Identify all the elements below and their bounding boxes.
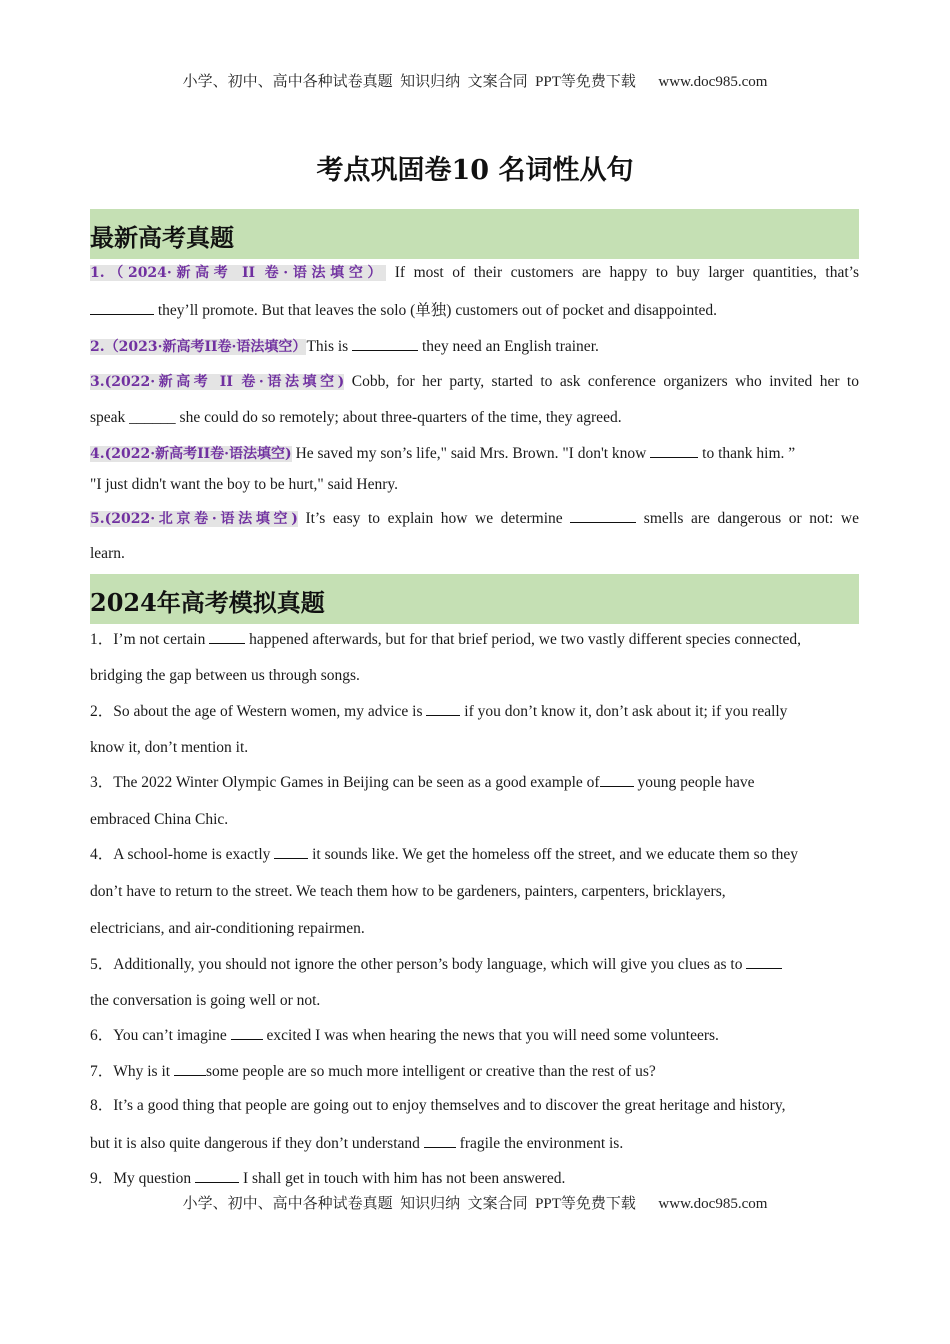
question-3-line-1: 3.(2022·新高考 II 卷·语法填空) Cobb, for her party, started to ask conference organizers who invited her to [90, 373, 859, 390]
answer-blank[interactable] [352, 336, 418, 351]
question-source: 3.(2022·新高考 II 卷·语法填空) [90, 374, 345, 390]
page-title: 考点巩固卷10 名词性从句 [316, 155, 634, 186]
mock-question-4-line-1: 4．A school-home is exactly it sounds like. We get the homeless off the street, and we educate them so they [90, 846, 798, 863]
mock-question-6: 6．You can’t imagine excited I was when hearing the news that you will need some volunteers. [90, 1027, 719, 1044]
answer-blank[interactable] [195, 1168, 239, 1183]
answer-blank[interactable] [90, 300, 154, 315]
question-1-line-1: 1.（2024·新高考 II 卷·语法填空） If most of their customers are happy to buy larger quantities, that’s [90, 264, 859, 281]
question-source: 5.(2022·北京卷·语法填空) [90, 511, 298, 527]
mock-question-1-line-1: 1．I’m not certain happened afterwards, but for that brief period, we two vastly different species connected, [90, 631, 802, 648]
answer-blank[interactable] [650, 443, 698, 458]
question-source: 4.(2022·新高考II卷·语法填空) [90, 446, 292, 462]
mock-question-8-line-2: but it is also quite dangerous if they don’t understand fragile the environment is. [90, 1135, 624, 1152]
question-source: 1.（2024·新高考 II 卷·语法填空） [90, 265, 387, 281]
question-1-line-2: they’ll promote. But that leaves the solo (单独) customers out of pocket and disappointed. [90, 300, 859, 321]
question-5-line-2: learn. [90, 545, 125, 562]
answer-blank[interactable] [209, 629, 245, 644]
answer-blank[interactable] [424, 1133, 456, 1148]
mock-question-5-line-2: the conversation is going well or not. [90, 992, 321, 1009]
mock-question-7: 7．Why is it some people are so much more intelligent or creative than the rest of us? [90, 1063, 656, 1080]
answer-blank[interactable] [426, 701, 460, 716]
mock-question-2-line-1: 2．So about the age of Western women, my advice is if you don’t know it, don’t ask about it; if you really [90, 703, 788, 720]
question-3-line-2: speak ______ she could do so remotely; about three-quarters of the time, they agreed. [90, 409, 622, 426]
question-4-line-1: 4.(2022·新高考II卷·语法填空) He saved my son’s life," said Mrs. Brown. "I don't know to thank him. ” [90, 445, 796, 462]
page-header: 小学、初中、高中各种试卷真题 知识归纳 文案合同 PPT等免费下载 www.doc985.com [182, 74, 768, 90]
mock-question-1-line-2: bridging the gap between us through songs. [90, 667, 360, 684]
question-4-line-2: "I just didn't want the boy to be hurt," said Henry. [90, 476, 399, 493]
answer-blank[interactable] [174, 1061, 206, 1076]
mock-question-9: 9．My question I shall get in touch with him has not been answered. [90, 1170, 566, 1187]
section-heading: 2024年高考模拟真题 [90, 588, 325, 617]
section-heading: 最新高考真题 [90, 223, 234, 252]
section-heading-band [90, 574, 859, 624]
mock-question-2-line-2: know it, don’t mention it. [90, 739, 249, 756]
mock-question-5-line-1: 5．Additionally, you should not ignore the other person’s body language, which will give you clues as to [90, 954, 859, 975]
question-source: 2.（2023·新高考II卷·语法填空） [90, 339, 307, 355]
answer-blank[interactable] [274, 844, 308, 859]
question-5-line-1: 5.(2022·北京卷·语法填空) It’s easy to explain how we determine smells are dangerous or not: we [90, 510, 860, 527]
mock-question-3-line-2: embraced China Chic. [90, 811, 229, 828]
mock-question-4-line-3: electricians, and air-conditioning repairmen. [90, 920, 365, 937]
mock-question-4-line-2: don’t have to return to the street. We teach them how to be gardeners, painters, carpenters, bricklayers, [90, 883, 726, 900]
section-heading-band [90, 209, 859, 259]
answer-blank[interactable] [231, 1025, 263, 1040]
page-footer: 小学、初中、高中各种试卷真题 知识归纳 文案合同 PPT等免费下载 www.doc985.com [182, 1196, 768, 1212]
answer-blank[interactable] [746, 954, 782, 969]
question-2: 2.（2023·新高考II卷·语法填空）This is they need an English trainer. [90, 338, 599, 355]
answer-blank[interactable] [570, 508, 636, 523]
answer-blank[interactable] [600, 772, 634, 787]
mock-question-3-line-1: 3．The 2022 Winter Olympic Games in Beijing can be seen as a good example of young people have [90, 774, 755, 791]
mock-question-8-line-1: 8．It’s a good thing that people are going out to enjoy themselves and to discover the great heritage and history, [90, 1097, 786, 1114]
